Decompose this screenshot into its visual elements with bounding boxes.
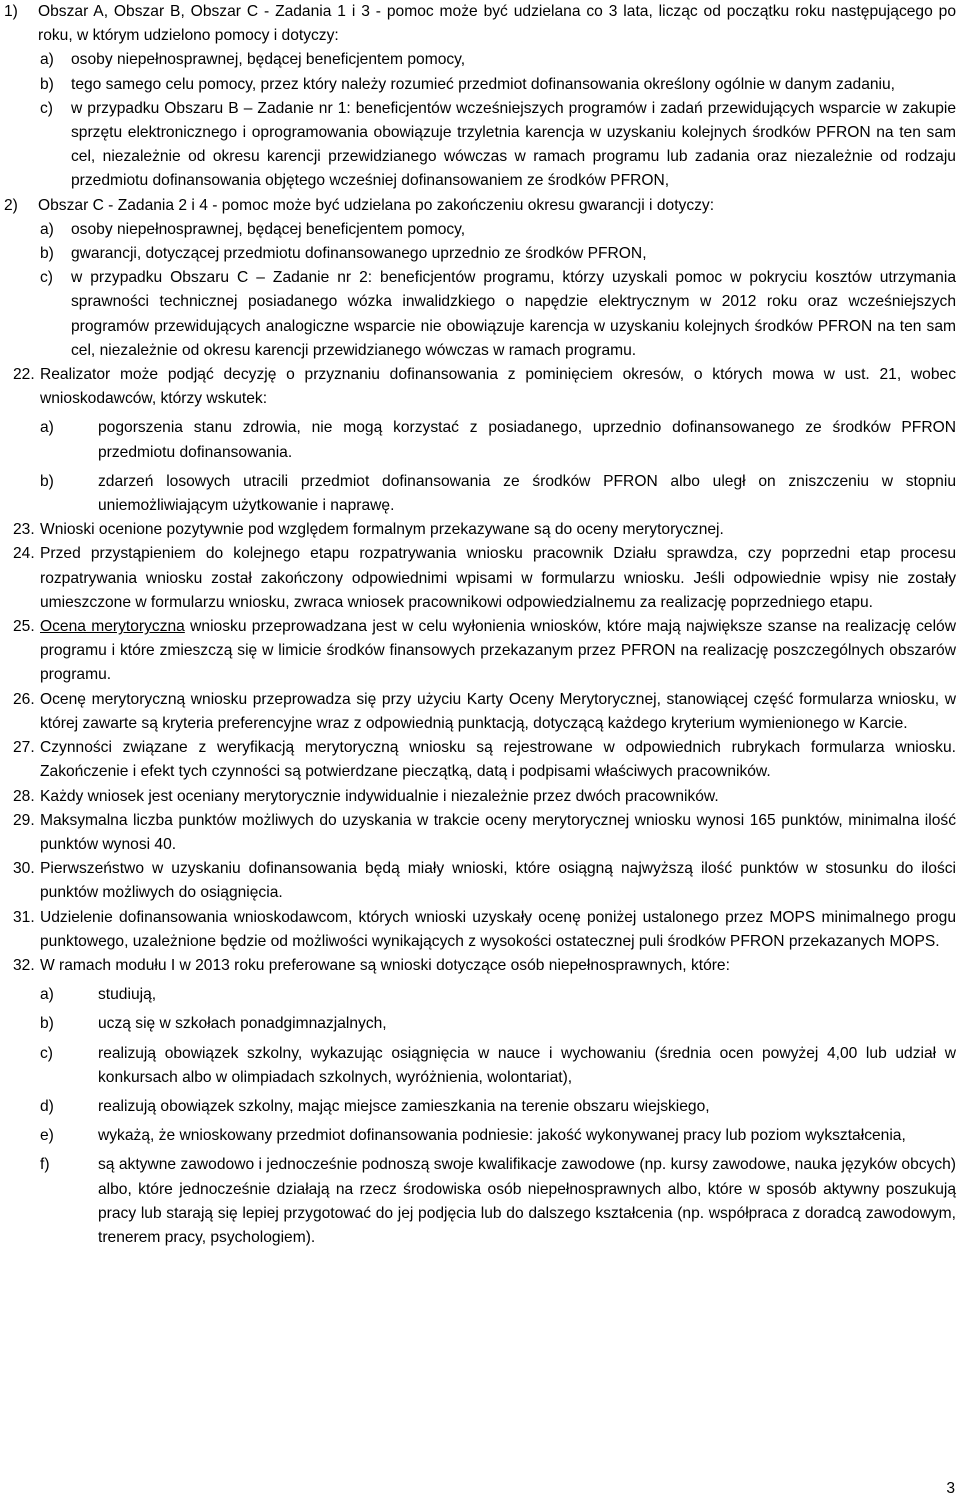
page-number: 3 — [946, 1480, 955, 1497]
sub-item-text: pogorszenia stanu zdrowia, nie mogą korzystać z posiadanego, uprzednio dofinansowanego ze środków PFRON przedmiotu dofinansowania. — [98, 419, 956, 461]
list-item-label: 1) — [4, 3, 18, 20]
sub-item-2a — [0, 218, 960, 242]
section-number: 32. — [13, 956, 35, 974]
section-number: 24. — [13, 545, 35, 563]
sub-item-label: a) — [40, 220, 54, 238]
section-32-item-d — [0, 1095, 960, 1119]
section-29 — [0, 809, 960, 857]
sub-item-label: a) — [40, 419, 54, 437]
sub-item-label: d) — [40, 1097, 54, 1115]
section-number: 25. — [13, 618, 35, 636]
sub-item-label: c) — [40, 269, 53, 287]
section-number: 28. — [13, 787, 35, 805]
sub-item-text: osoby niepełnosprawnej, będącej beneficjentem pomocy, — [71, 220, 466, 238]
section-text: Maksymalna liczba punktów możliwych do uzyskania w trakcie oceny merytorycznej wniosku wynosi 165 punktów, minimalna ilość punktów wynosi 40. — [40, 811, 956, 853]
sub-item-1a — [0, 48, 960, 72]
section-32-item-b — [0, 1012, 960, 1036]
sub-item-text: gwarancji, dotyczącej przedmiotu dofinansowanego uprzednio ze środków PFRON, — [71, 245, 647, 263]
section-number: 26. — [13, 690, 35, 708]
sub-item-label: b) — [40, 1015, 54, 1033]
section-27 — [0, 736, 960, 784]
section-22 — [0, 363, 960, 411]
sub-item-text: w przypadku Obszaru C – Zadanie nr 2: beneficjentów programu, którzy uzyskali pomoc w pokryciu kosztów utrzymania sprawności technicznej posiadanego wózka inwalidzkiego o napędzie elektrycznym w 2012 roku oraz wcześniejszych programów przewidujących analogiczne wsparcie nie obowiązuje karencja w uzyskaniu kolejnych środków PFRON na ten sam cel, niezależnie od okresu karencji przewidzianego wówczas w ramach programu. — [71, 269, 956, 359]
sub-item-text: realizują obowiązek szkolny, mając miejsce zamieszkania na terenie obszaru wiejskiego, — [98, 1097, 710, 1115]
sub-item-text: tego samego celu pomocy, przez który należy rozumieć przedmiot dofinansowania określony ogólnie w danym zadaniu, — [71, 75, 896, 93]
section-32-item-a — [0, 983, 960, 1007]
sub-item-text: uczą się w szkołach ponadgimnazjalnych, — [98, 1015, 387, 1033]
sub-item-text: w przypadku Obszaru B – Zadanie nr 1: beneficjentów wcześniejszych programów i zadań przewidujących wsparcie w zakupie sprzętu elektronicznego i oprogramowania obowiązuje trzyletnia karencja w uzyskaniu kolejnych środków PFRON na ten sam cel, niezależnie od okresu karencji przewidzianego wówczas w ramach programu lub zadania oraz niezależnie od rodzaju przedmiotu dofinansowania objętego wcześniej dofinansowaniem ze środków PFRON, — [71, 99, 956, 190]
sub-item-text: osoby niepełnosprawnej, będącej beneficjentem pomocy, — [71, 51, 466, 69]
sub-item-label: c) — [40, 1044, 53, 1062]
sub-item-label: b) — [40, 245, 54, 263]
sub-item-label: a) — [40, 986, 54, 1004]
list-item-2 — [0, 194, 960, 218]
section-text: Realizator może podjąć decyzję o przyznaniu dofinansowania z pominięciem okresów, o których mowa w ust. 21, wobec wnioskodawców, którzy wskutek: — [40, 366, 956, 408]
section-number: 31. — [13, 908, 35, 926]
section-25 — [0, 615, 960, 688]
section-text: Przed przystąpieniem do kolejnego etapu rozpatrywania wniosku pracownik Działu sprawdza, czy poprzedni etap procesu rozpatrywania wniosku został zakończony odpowiednimi wpisami w formularzu wniosku. Jeśli odpowiednie wpisy nie zostały umieszczone w formularzu wniosku, zwraca wniosek pracownikowi odpowiedzialnemu za realizację poprzedniego etapu. — [40, 545, 956, 611]
section-text — [40, 615, 956, 688]
sub-item-2c — [0, 266, 960, 363]
section-text: W ramach modułu I w 2013 roku preferowane są wnioski dotyczące osób niepełnosprawnych, które: — [40, 956, 730, 974]
section-24 — [0, 542, 960, 615]
section-23 — [0, 518, 960, 542]
section-30 — [0, 857, 960, 905]
sub-item-text: są aktywne zawodowo i jednocześnie podnoszą swoje kwalifikacje zawodowe (np. kursy zawodowe, nauka języków obcych) albo, które jednocześnie działają na rzecz środowiska osób niepełnosprawnych albo, które w sposób aktywny poszukują pracy lub starają się lepiej przygotować do jej podjęcia lub do dalszego kształcenia (np. współpraca z doradcą zawodowym, trenerem pracy, psychologiem). — [98, 1156, 956, 1246]
section-number: 23. — [13, 521, 35, 539]
sub-item-2b — [0, 242, 960, 266]
section-number: 30. — [13, 860, 35, 878]
sub-item-label: b) — [40, 75, 54, 93]
list-item-text: Obszar C - Zadania 2 i 4 - pomoc może być udzielana po zakończeniu okresu gwarancji i dotyczy: — [38, 196, 715, 214]
section-32-item-e — [0, 1124, 960, 1148]
section-32-item-c — [0, 1042, 960, 1090]
sub-item-text: zdarzeń losowych utracili przedmiot dofinansowania ze środków PFRON albo uległ on zniszczeniu w stopniu uniemożliwiającym użytkowanie i naprawę. — [98, 472, 956, 515]
sub-item-text: studiują, — [98, 986, 157, 1004]
section-number: 22. — [13, 366, 35, 384]
sub-item-label: e) — [40, 1127, 54, 1145]
section-text: Każdy wniosek jest oceniany merytorycznie indywidualnie i niezależnie przez dwóch pracowników. — [40, 787, 719, 805]
list-item-label: 2) — [4, 196, 18, 214]
underlined-term: Ocena merytoryczna — [40, 618, 185, 636]
section-32 — [0, 954, 960, 978]
list-item-text: Obszar A, Obszar B, Obszar C - Zadania 1 i 3 - pomoc może być udzielana co 3 lata, licząc od początku roku następującego po roku, w którym udzielono pomocy i dotyczy: — [38, 3, 956, 45]
section-32-item-f — [0, 1153, 960, 1250]
section-text: Czynności związane z weryfikacją merytoryczną wniosku są rejestrowane w odpowiednich rubrykach formularza wniosku. Zakończenie i efekt tych czynności są potwierdzane pieczątką, datą i podpisami właściwych pracowników. — [40, 739, 956, 781]
section-text: Pierwszeństwo w uzyskaniu dofinansowania będą miały wnioski, które osiągną najwyższą ilość punktów w stosunku do ilości punktów możliwych do osiągnięcia. — [40, 860, 956, 902]
sub-item-1c — [0, 97, 960, 194]
section-number: 27. — [13, 739, 35, 757]
section-text: Wnioski ocenione pozytywnie pod względem formalnym przekazywane są do oceny merytorycznej. — [40, 521, 724, 539]
sub-item-text: wykażą, że wnioskowany przedmiot dofinansowania podniesie: jakość wykonywanej pracy lub poziom wykształcenia, — [98, 1127, 906, 1145]
sub-item-label: f) — [40, 1156, 50, 1174]
section-26 — [0, 688, 960, 736]
section-number: 29. — [13, 811, 35, 829]
sub-item-label: c) — [40, 99, 53, 117]
section-text-rest: wniosku przeprowadzana jest w celu wyłonienia wniosków, które mają największe szanse na realizację celów programu i które zmieszczą się w limicie środków finansowych przekazanym przez PFRON na realizację poszczególnych obszarów programu. — [40, 618, 956, 684]
section-28 — [0, 785, 960, 809]
section-22-item-a — [0, 416, 960, 464]
section-text: Ocenę merytoryczną wniosku przeprowadza się przy użyciu Karty Oceny Merytorycznej, stanowiącej część formularza wniosku, w której zawarte są kryteria preferencyjne wraz z odpowiednią punktacją, dotyczącą każdego kryterium wymienionego w Karcie. — [40, 690, 956, 732]
sub-item-1b — [0, 73, 960, 97]
sub-item-text: realizują obowiązek szkolny, wykazując osiągnięcia w nauce i wychowaniu (średnia ocen powyżej 4,00 lub udział w konkursach albo w olimpiadach szkolnych, wyróżnienia, wolontariat), — [98, 1044, 956, 1086]
sub-item-label: b) — [40, 472, 54, 490]
sub-item-label: a) — [40, 51, 54, 69]
section-22-item-b — [0, 470, 960, 518]
section-31 — [0, 906, 960, 954]
list-item-1 — [0, 0, 960, 48]
section-text: Udzielenie dofinansowania wnioskodawcom, których wnioski uzyskały ocenę poniżej ustalonego przez MOPS minimalnego progu punktowego, uzależnione będzie od możliwości wynikających z wysokości ostatecznej puli środków PFRON przekazanych MOPS. — [40, 908, 956, 950]
